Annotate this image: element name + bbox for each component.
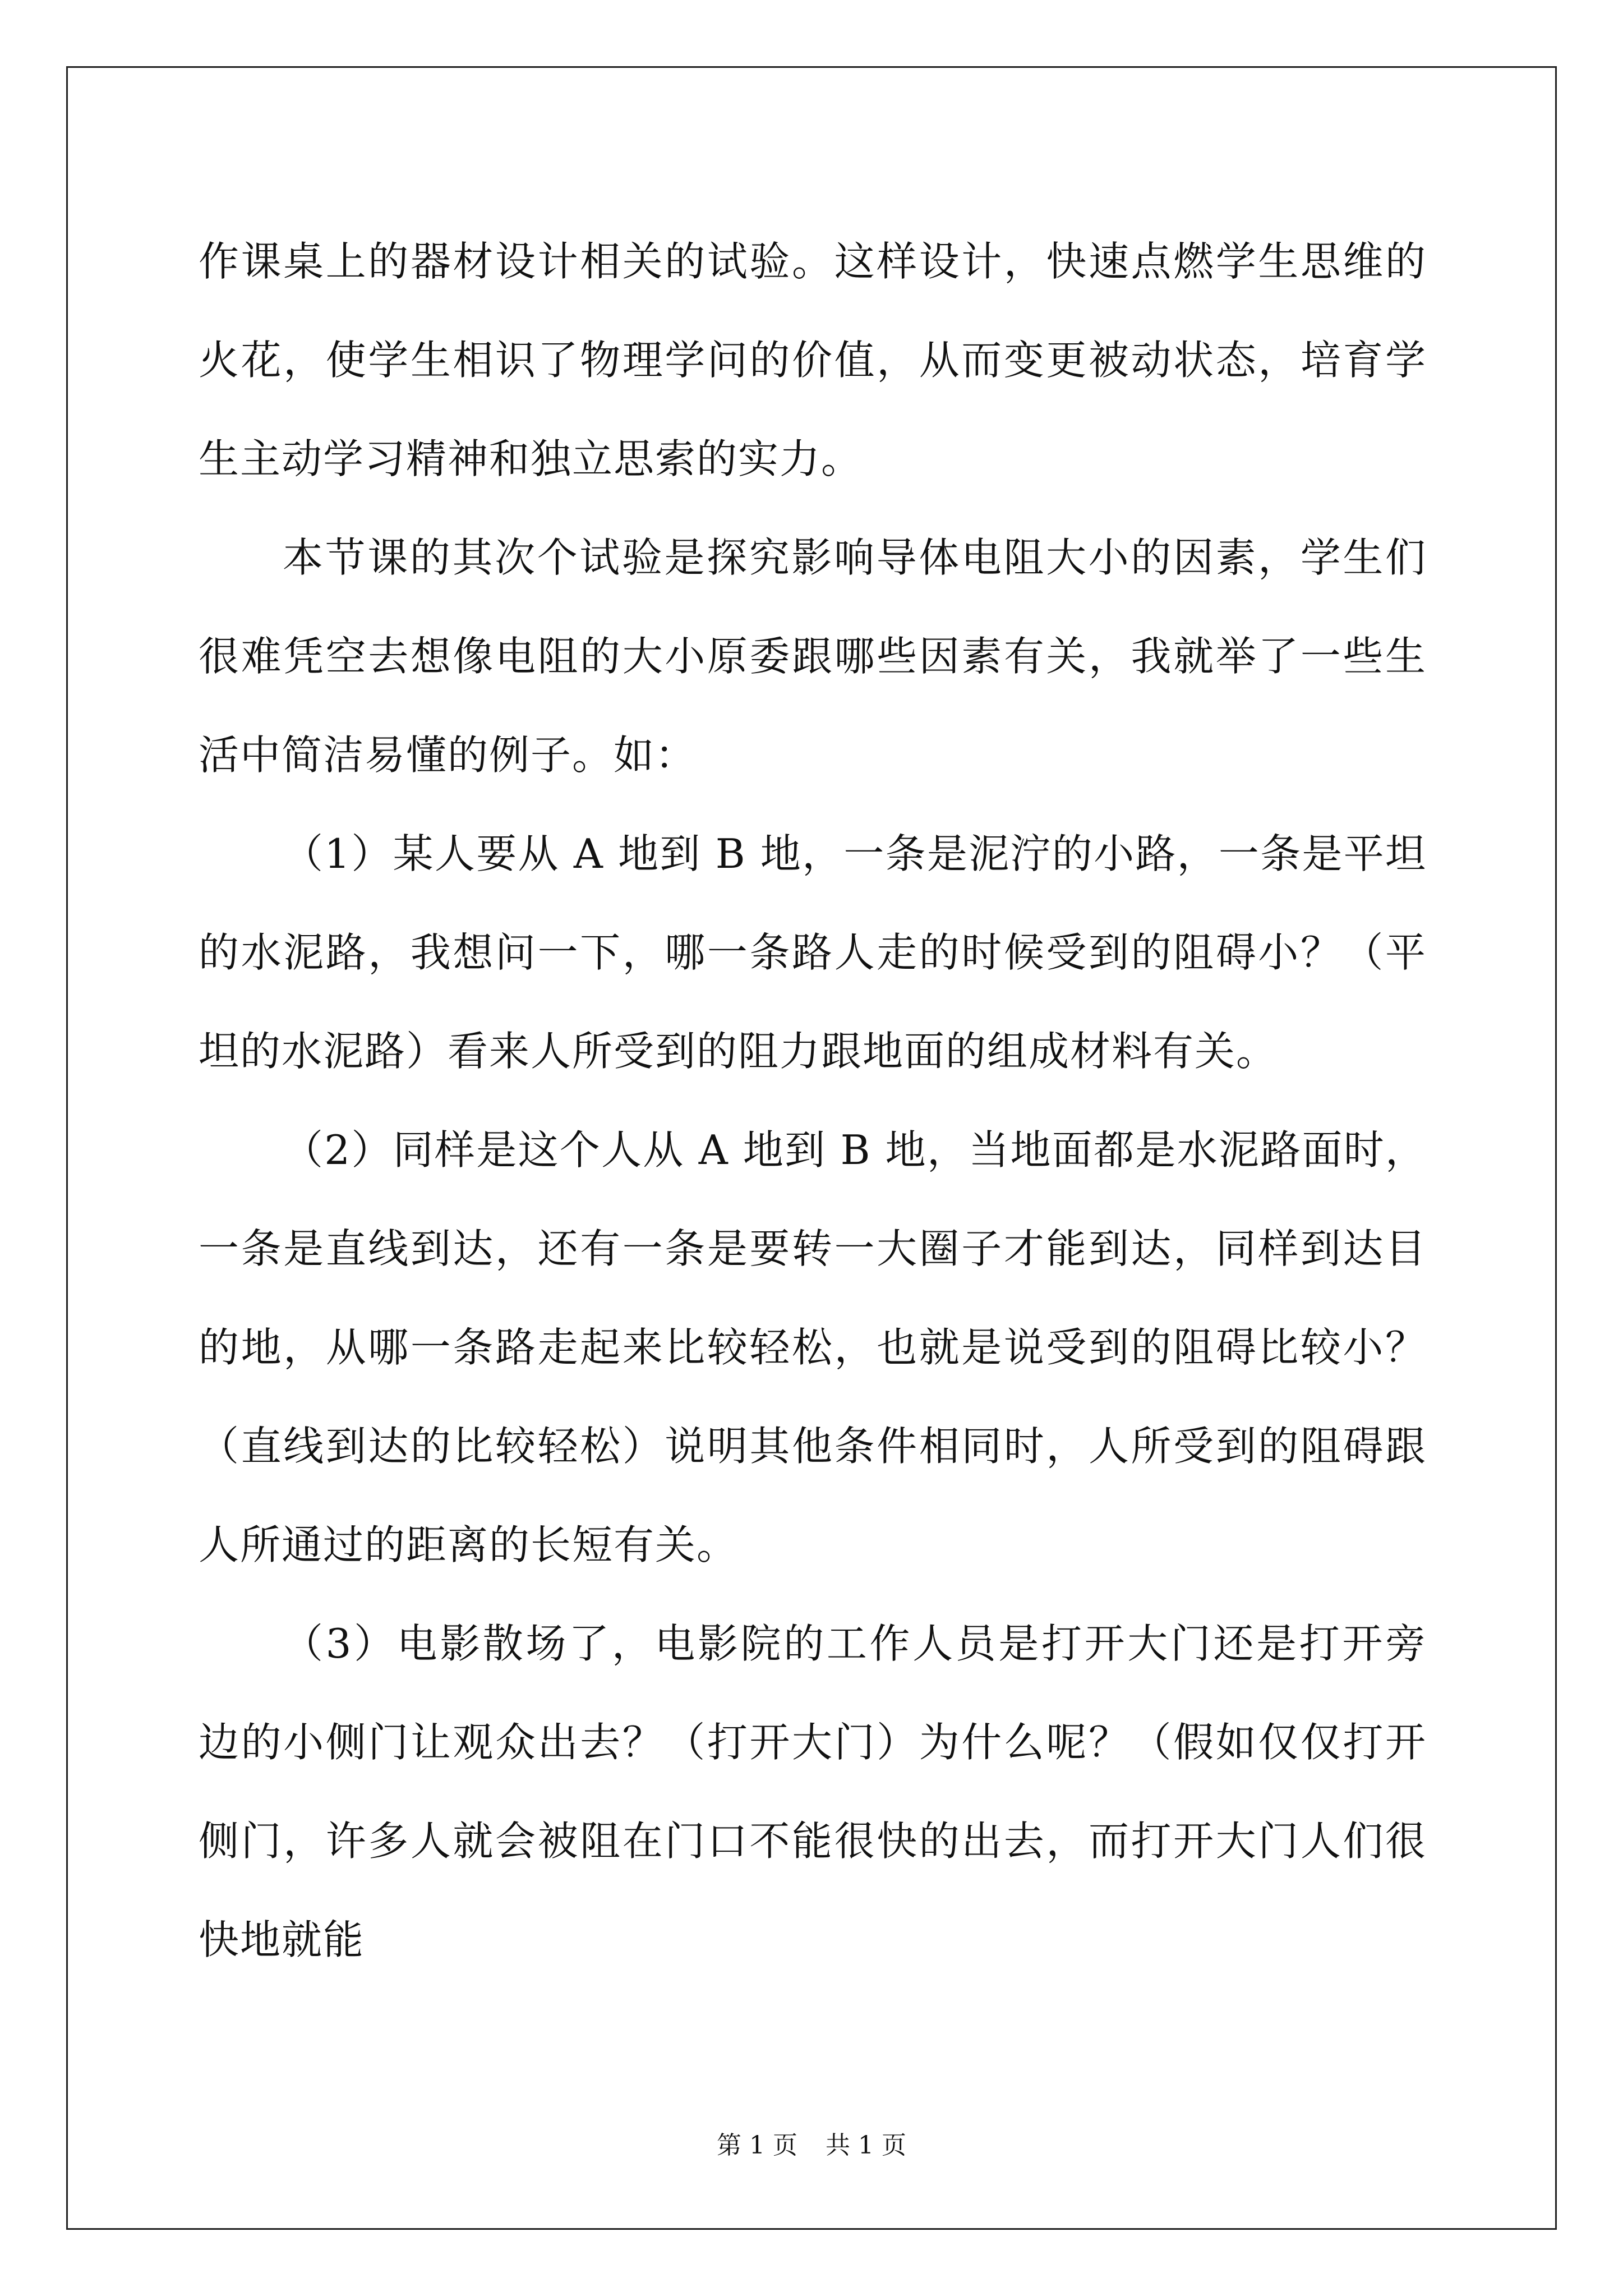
page-number: 第 1 页 [717,2131,797,2160]
paragraph-5: （3）电影散场了，电影院的工作人员是打开大门还是打开旁边的小侧门让观众出去？（打开大门）为什么呢？（假如仅仅打开侧门，许多人就会被阻在门口不能很快的出去，而打开大门人们很快地就能 [199,1620,1427,1963]
paragraph-4: （2）同样是这个人从 A 地到 B 地，当地面都是水泥路面时，一条是直线到达，还有一条是要转一大圈子才能到达，同样到达目的地，从哪一条路走起来比较轻松，也就是说受到的阻碍比较小？（直线到达的比较轻松）说明其他条件相同时，人所受到的阻碍跟人所通过的距离的长短有关。 [199,1126,1427,1568]
paragraph-2: 本节课的其次个试验是探究影响导体电阻大小的因素，学生们很难凭空去想像电阻的大小原委跟哪些因素有关，我就举了一些生活中简洁易懂的例子。如： [199,534,1427,779]
paragraph-1: 作课桌上的器材设计相关的试验。这样设计，快速点燃学生思维的火花，使学生相识了物理学问的价值，从而变更被动状态，培育学生主动学习精神和独立思索的实力。 [199,238,1427,482]
page-footer [0,2129,1623,2162]
page-total: 共 1 页 [826,2131,906,2160]
document-body [199,212,1427,1989]
paragraph-3: （1）某人要从 A 地到 B 地，一条是泥泞的小路，一条是平坦的水泥路，我想问一下，哪一条路人走的时候受到的阻碍小？（平坦的水泥路）看来人所受到的阻力跟地面的组成材料有关。 [199,830,1427,1075]
